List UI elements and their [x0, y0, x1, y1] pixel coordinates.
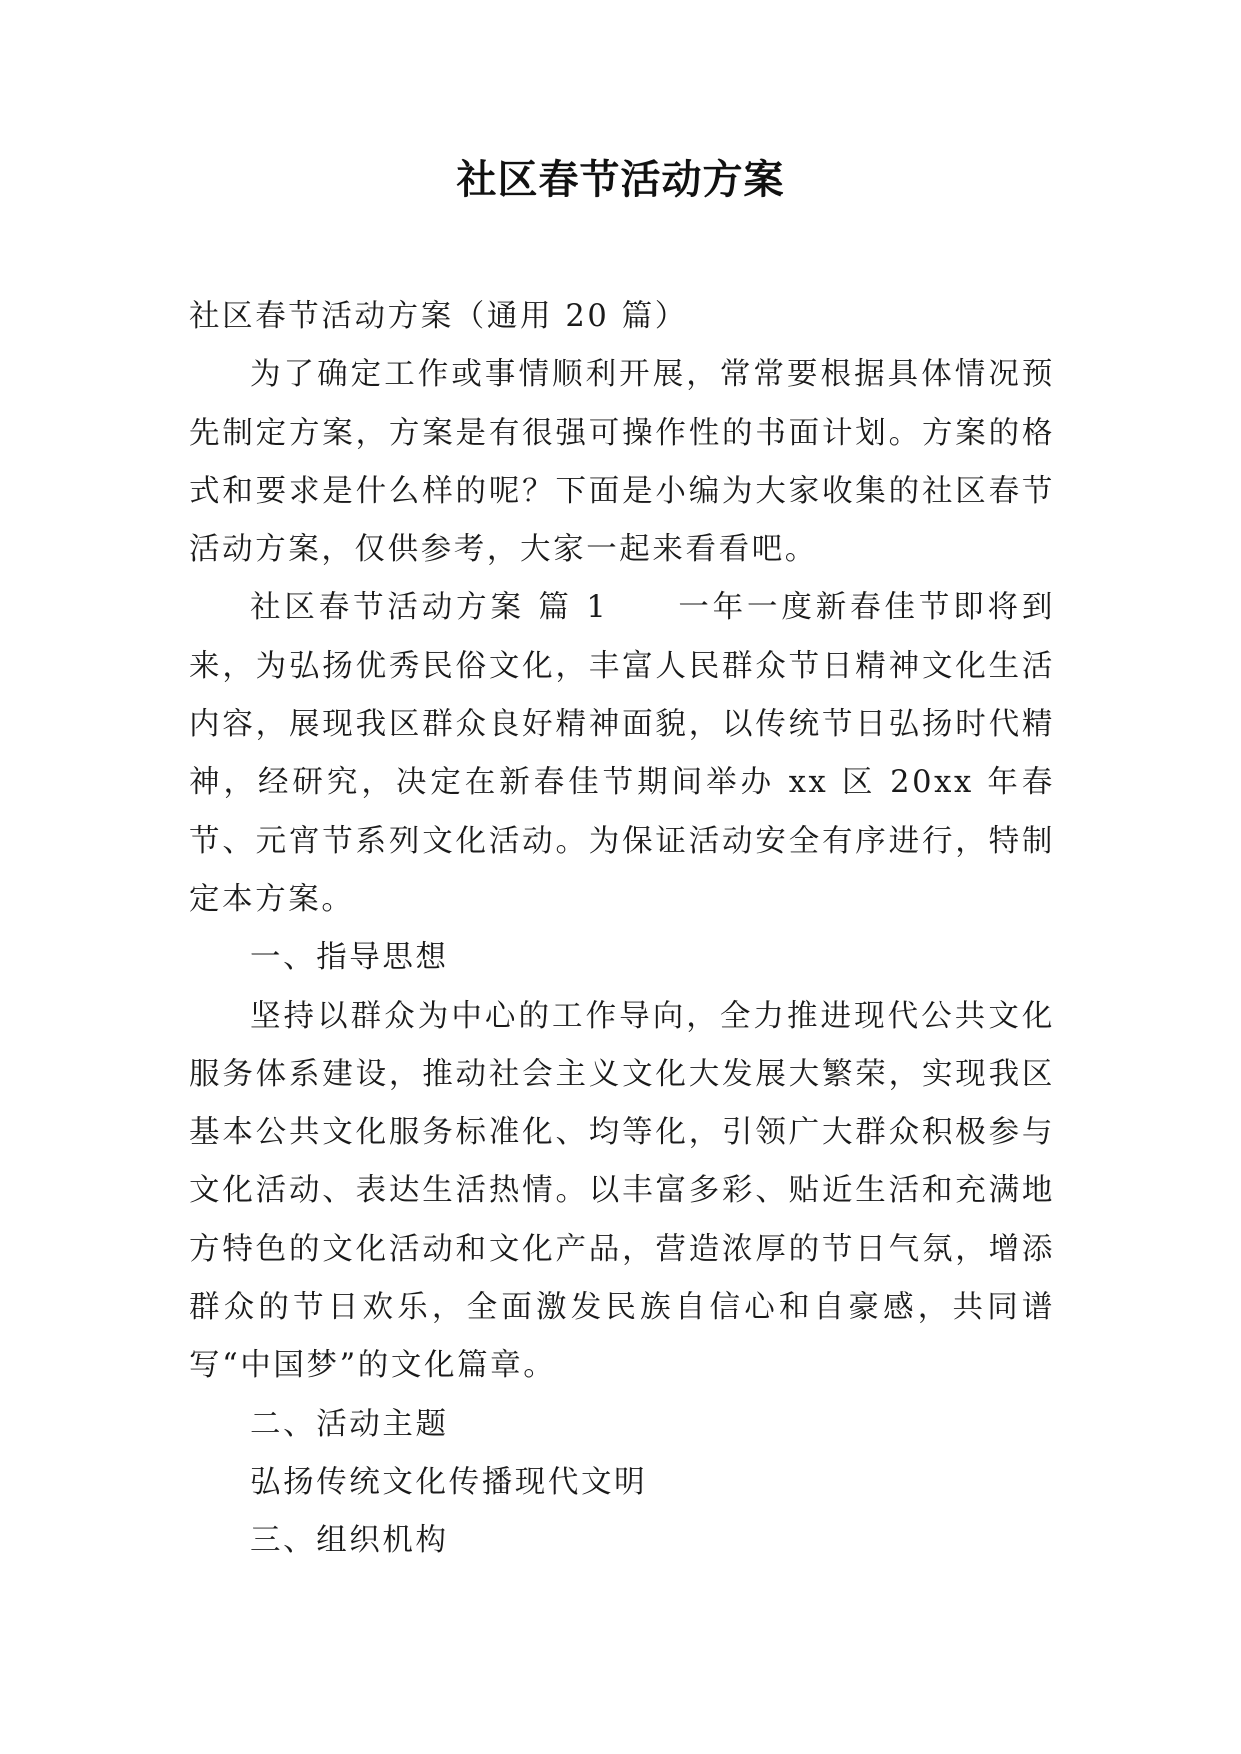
paragraph-guiding-ideology: 坚持以群众为中心的工作导向，全力推进现代公共文化服务体系建设，推动社会主义文化大发展大繁荣，实现我区基本公共文化服务标准化、均等化，引领广大群众积极参与文化活动、表达生活热情。以丰富多彩、贴近生活和充满地方特色的文化活动和文化产品，营造浓厚的节日气氛，增添群众的节日欢乐，全面激发民族自信心和自豪感，共同谱写“中国梦”的文化篇章。 [189, 998, 1055, 1384]
paragraph-subtitle: 社区春节活动方案（通用 20 篇） [189, 299, 688, 334]
paragraph-activity-theme: 弘扬传统文化传播现代文明 [250, 1464, 648, 1500]
heading-organization: 三、组织机构 [250, 1523, 449, 1559]
paragraph-section-1: 社区春节活动方案 篇 1 一年一度新春佳节即将到来，为弘扬优秀民俗文化，丰富人民群众节日精神文化生活内容，展现我区群众良好精神面貌，以传统节日弘扬时代精神，经研究，决定在新春佳节期间举办 xx 区 20xx 年春节、元宵节系列文化活动。为保证活动安全有序进行，特制定本方案。 [189, 590, 1055, 917]
heading-guiding-ideology: 一、指导思想 [250, 940, 449, 976]
document-title: 社区春节活动方案 [456, 157, 785, 203]
document-body [189, 288, 1055, 1571]
paragraph-intro: 为了确定工作或事情顺利开展，常常要根据具体情况预先制定方案，方案是有很强可操作性的书面计划。方案的格式和要求是什么样的呢？下面是小编为大家收集的社区春节活动方案，仅供参考，大家一起来看看吧。 [189, 357, 1055, 568]
heading-activity-theme: 二、活动主题 [250, 1406, 449, 1442]
